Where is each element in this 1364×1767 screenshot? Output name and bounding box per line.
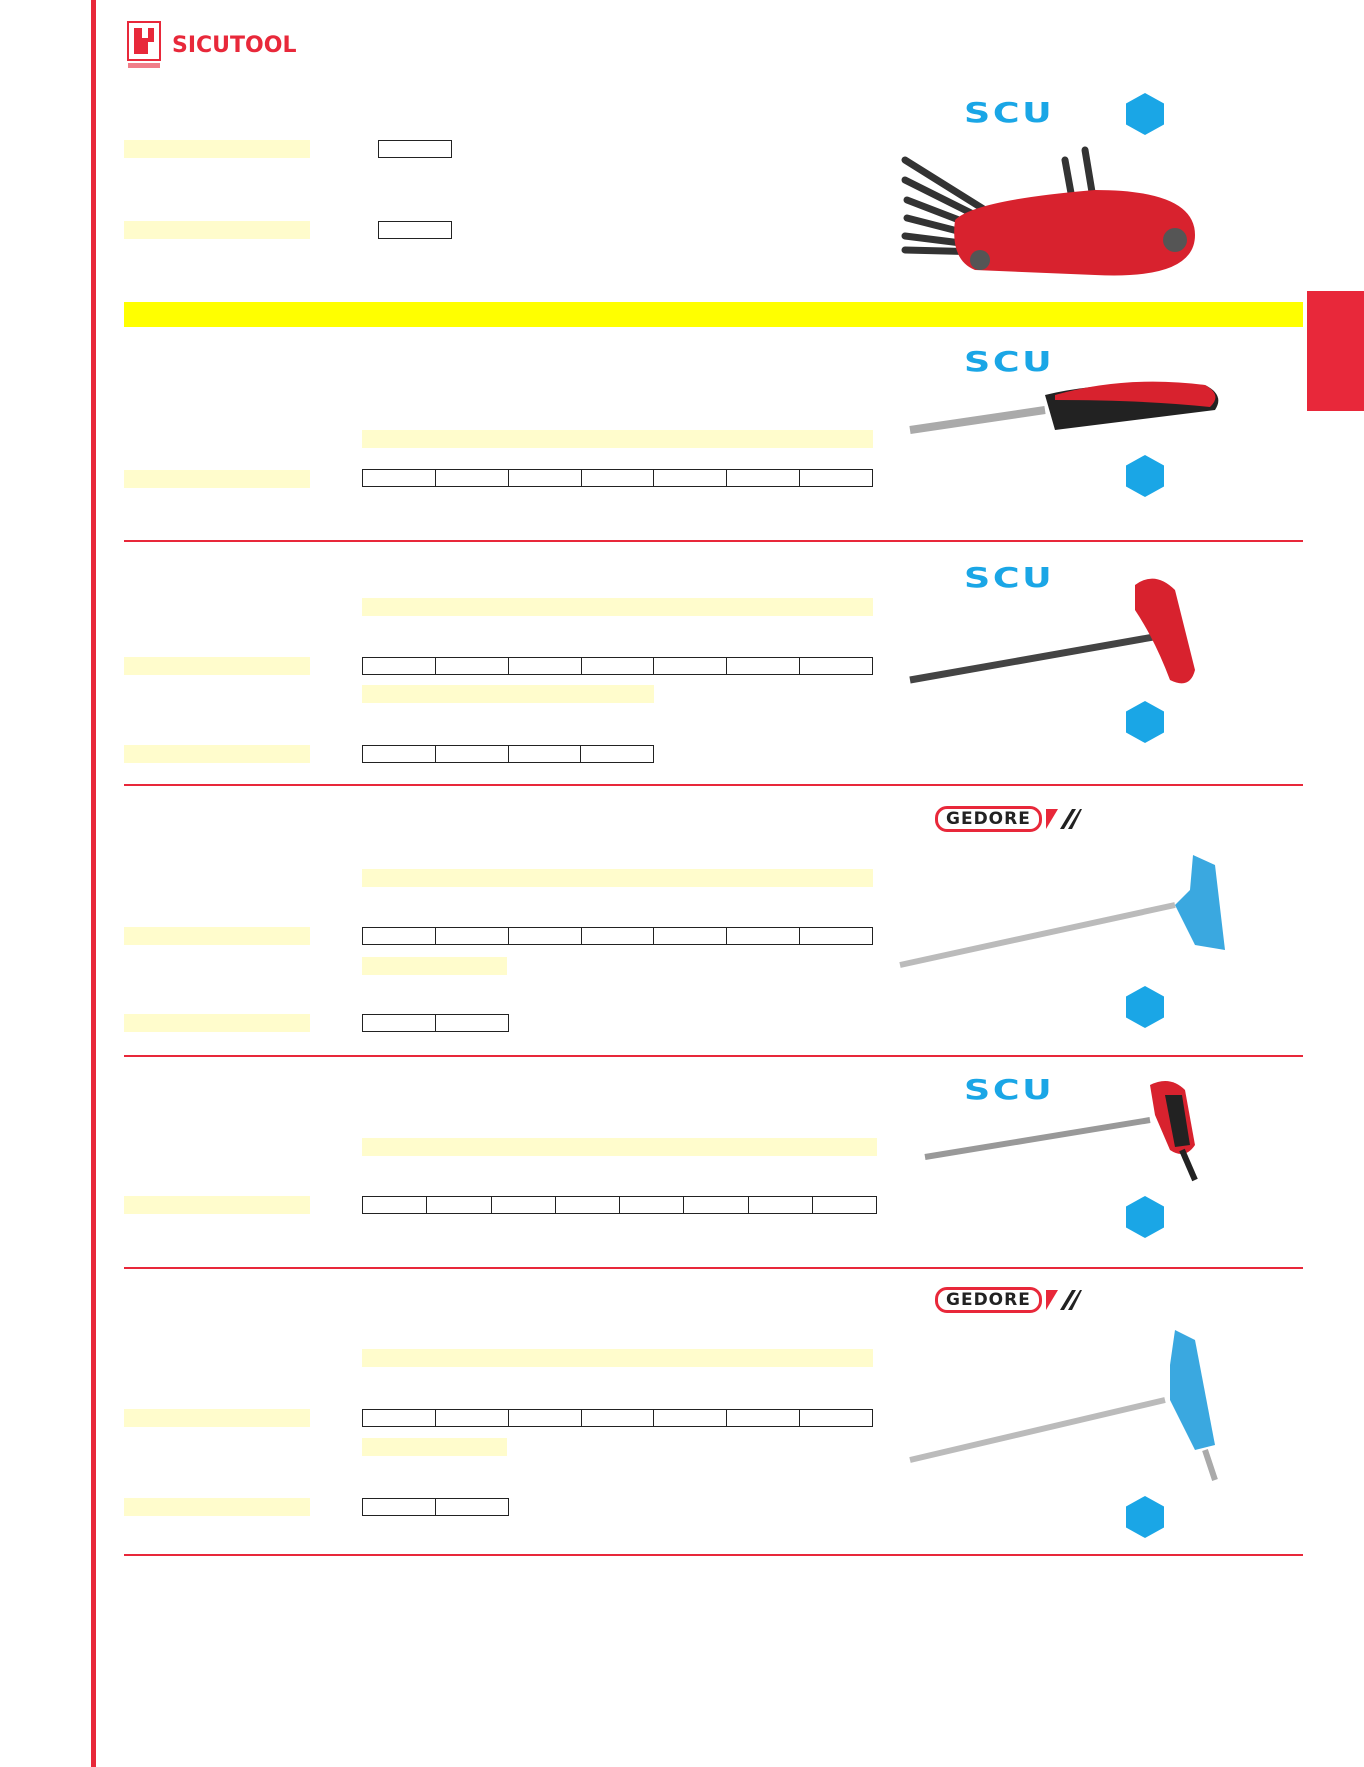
table-cell [800,470,872,486]
scu-logo: SCU [964,345,1055,378]
label-bar [124,1196,310,1214]
section-divider [124,540,1303,542]
table-cell [363,1197,427,1213]
header-strip [362,430,873,448]
t-handle-hex-key-blue-image [895,850,1235,975]
gedore-stripes-icon [1042,1288,1082,1312]
table-cell [800,1410,872,1426]
table-cell [363,1499,436,1515]
gedore-logo-text: GEDORE [935,1287,1042,1313]
header-strip [362,1438,507,1456]
table-cell [800,928,872,944]
table-cell [363,1015,436,1031]
section-divider [124,784,1303,786]
label-bar [124,657,310,675]
size-table [362,927,873,945]
hexagon-icon [1126,986,1164,1028]
section-divider [124,1554,1303,1556]
chapter-tab [1307,291,1364,411]
label-bar [124,745,310,763]
gedore-logo-text: GEDORE [935,806,1042,832]
table-cell [436,928,509,944]
table-cell [509,658,582,674]
sicutool-logo [126,20,296,70]
table-cell [363,928,436,944]
header-strip [362,1138,877,1156]
table-cell [582,658,655,674]
hexagon-icon [1126,1196,1164,1238]
table-cell [436,1410,509,1426]
size-table [362,1409,873,1427]
table-cell [727,470,800,486]
scu-logo: SCU [964,561,1055,594]
table-cell [654,658,727,674]
table-cell [654,470,727,486]
header-strip [362,869,873,887]
size-table [362,1498,509,1516]
label-bar [124,140,310,158]
table-cell [556,1197,620,1213]
table-cell [363,470,436,486]
table-cell [581,746,653,762]
table-cell [684,1197,748,1213]
size-table [362,657,873,675]
scu-logo: SCU [964,96,1055,129]
label-bar [124,927,310,945]
brand-name: SICUTOOL [172,32,297,58]
table-cell [654,928,727,944]
header-strip [362,957,507,975]
t-handle-hex-key-image [920,1075,1220,1185]
table-cell [813,1197,876,1213]
size-table [362,1014,509,1032]
table-cell [363,1410,436,1426]
table-cell [654,1410,727,1426]
gedore-stripes-icon [1042,807,1082,831]
table-cell [509,470,582,486]
table-cell [509,746,582,762]
header-strip [362,598,873,616]
t-handle-hex-key-blue-image [905,1325,1225,1485]
hexagon-icon [1126,93,1164,135]
table-cell [492,1197,556,1213]
label-bar [124,1014,310,1032]
label-bar [124,1409,310,1427]
label-bar [124,1498,310,1516]
table-cell [727,928,800,944]
header-strip [362,685,654,703]
section-divider [124,1267,1303,1269]
table-cell [363,658,436,674]
table-cell [727,1410,800,1426]
hexagon-icon [1126,1496,1164,1538]
table-cell [436,658,509,674]
size-table [362,469,873,487]
table-cell [436,746,509,762]
table-cell [427,1197,491,1213]
value-box [378,140,452,158]
label-bar [124,470,310,488]
table-cell [436,1015,508,1031]
gedore-logo [935,806,1082,832]
label-bar [124,221,310,239]
table-cell [727,658,800,674]
hexagon-icon [1126,701,1164,743]
size-table [362,1196,877,1214]
table-cell [509,928,582,944]
header-strip [362,1349,873,1367]
folding-hex-key-set-image [895,140,1215,290]
left-margin-rule [91,0,96,1767]
hex-screwdriver-image [905,355,1225,445]
table-cell [436,470,509,486]
scu-logo: SCU [964,1073,1055,1106]
t-handle-hex-key-image [905,570,1225,695]
table-cell [582,1410,655,1426]
section-highlight-bar [124,302,1303,327]
size-table [362,745,654,763]
table-cell [749,1197,813,1213]
table-cell [800,658,872,674]
gedore-logo [935,1287,1082,1313]
table-cell [582,470,655,486]
value-box [378,221,452,239]
table-cell [620,1197,684,1213]
table-cell [436,1499,508,1515]
table-cell [582,928,655,944]
sicutool-emblem-icon [126,20,162,70]
table-cell [509,1410,582,1426]
table-cell [363,746,436,762]
section-divider [124,1055,1303,1057]
hexagon-icon [1126,455,1164,497]
